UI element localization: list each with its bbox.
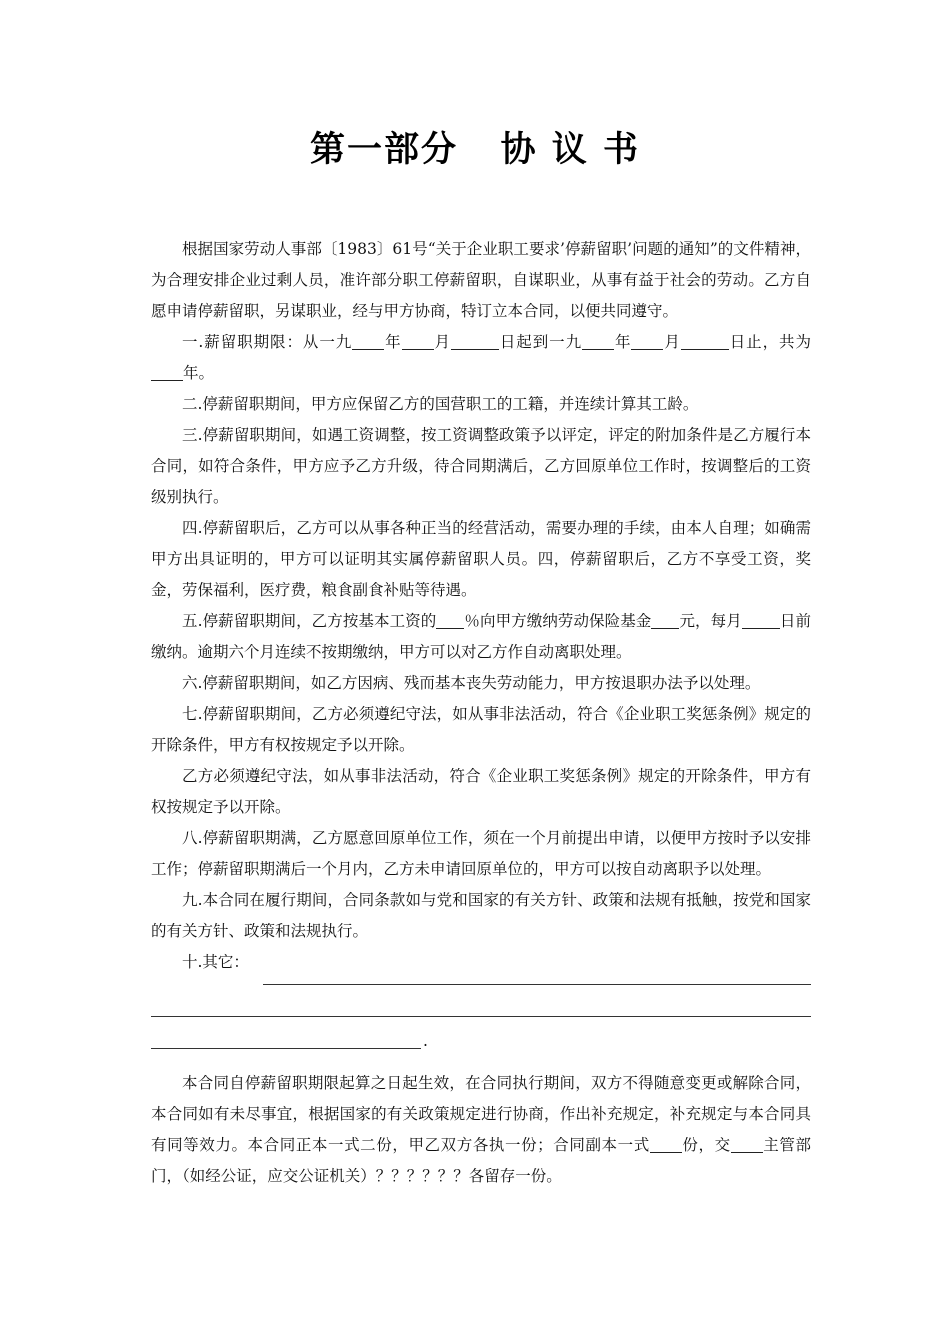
- clause-10-label: 十.其它：: [182, 953, 249, 971]
- clause-7b: 乙方必须遵纪守法，如从事非法活动，符合《企业职工奖惩条例》规定的开除条件，甲方有权按规定予以开除。: [151, 767, 811, 816]
- blank-field: [436, 613, 464, 630]
- blank-field: [402, 334, 434, 351]
- clause-2: 二.停薪留职期间，甲方应保留乙方的国营职工的工籍，并连续计算其工龄。: [182, 395, 699, 413]
- clause-1-text-e: 年: [614, 333, 632, 351]
- clause-1-text-g: 日止，共为: [728, 333, 811, 351]
- clause-5-text-a: 五.停薪留职期间，乙方按基本工资的: [182, 612, 437, 630]
- clause-10-end: .: [423, 1032, 428, 1050]
- document-title: 第一部分 协 议 书: [310, 130, 640, 170]
- blank-field: [451, 334, 499, 351]
- clause-10: [151, 947, 811, 978]
- clause-3: 三.停薪留职期间，如遇工资调整，按工资调整政策予以评定，评定的附加条件是乙方履行本合同，如符合条件，甲方应予乙方升级，待合同期满后，乙方回原单位工作时，按调整后的工资级别执行。: [151, 426, 811, 506]
- blank-field: [651, 613, 679, 630]
- clause-8: 八.停薪留职期满，乙方愿意回原单位工作，须在一个月前提出申请，以便甲方按时予以安排工作；停薪留职期满后一个月内，乙方未申请回原单位的，甲方可以按自动离职予以处理。: [151, 829, 811, 878]
- clause-1-text-b: 年: [384, 333, 402, 351]
- blank-line: [151, 995, 811, 1017]
- clause-7: 七.停薪留职期间，乙方必须遵纪守法，如从事非法活动，符合《企业职工奖惩条例》规定的开除条件，甲方有权按规定予以开除。: [151, 705, 811, 754]
- closing-text-b: 份，交: [681, 1136, 731, 1154]
- blank-field: [352, 334, 384, 351]
- clause-5-text-d: 日前缴纳。逾期六个月连续不按期缴纳，甲方可以对乙方作自动离职处理。: [151, 612, 811, 661]
- blank-line-short: [151, 1027, 811, 1048]
- clause-1-text-f: 月: [663, 333, 681, 351]
- clause-1-text-c: 月: [433, 333, 451, 351]
- document-body: [151, 234, 811, 1192]
- spacer: [151, 1048, 811, 1068]
- clause-4: 四.停薪留职后，乙方可以从事各种正当的经营活动，需要办理的手续，由本人自理；如确需甲方出具证明的，甲方可以证明其实属停薪留职人员。四，停薪留职后，乙方不享受工资，奖金，劳保福利，医疗费，粮食副食补贴等待遇。: [151, 519, 811, 599]
- blank-field: [681, 334, 729, 351]
- clause-9: 九.本合同在履行期间，合同条款如与党和国家的有关方针、政策和法规有抵触，按党和国家的有关方针、政策和法规执行。: [151, 891, 811, 940]
- blank-field: [742, 613, 780, 630]
- blank-field: [151, 365, 183, 382]
- clause-6: 六.停薪留职期间，如乙方因病、残而基本丧失劳动能力，甲方按退职办法予以处理。: [182, 674, 761, 692]
- closing-text-c: 主管部门，（如经公证，应交公证机关）？？？？？？各留存一份。: [151, 1136, 811, 1185]
- intro-paragraph: 根据国家劳动人事部〔1983〕61号“关于企业职工要求’停薪留职’问题的通知”的文件精神，为合理安排企业过剩人员，准许部分职工停薪留职，自谋职业，从事有益于社会的劳动。乙方自愿申请停薪留职，另谋职业，经与甲方协商，特订立本合同，以便共同遵守。: [151, 240, 811, 320]
- clause-5: [151, 606, 811, 668]
- blank-field: [731, 1137, 763, 1154]
- blank-field: [582, 334, 614, 351]
- closing-text-a: 本合同自停薪留职期限起算之日起生效，在合同执行期间，双方不得随意变更或解除合同，本合同如有未尽事宜，根据国家的有关政策规定进行协商，作出补充规定，补充规定与本合同具有同等效力。本合同正本一式二份，甲乙双方各执一份；合同副本一式: [151, 1074, 811, 1154]
- clause-1-text-d: 日起到一九: [498, 333, 583, 351]
- clause-1-text-h: 年。: [183, 364, 215, 382]
- blank-field: [631, 334, 663, 351]
- closing-paragraph: [151, 1068, 811, 1192]
- clause-5-text-c: 元，每月: [679, 612, 742, 630]
- clause-5-text-b: ％向甲方缴纳劳动保险基金: [464, 612, 652, 630]
- clause-1-text-a: 一.薪留职期限：从一九: [182, 333, 353, 351]
- blank-field: [650, 1137, 682, 1154]
- blank-line: [151, 1027, 421, 1049]
- clause-1: [151, 327, 811, 389]
